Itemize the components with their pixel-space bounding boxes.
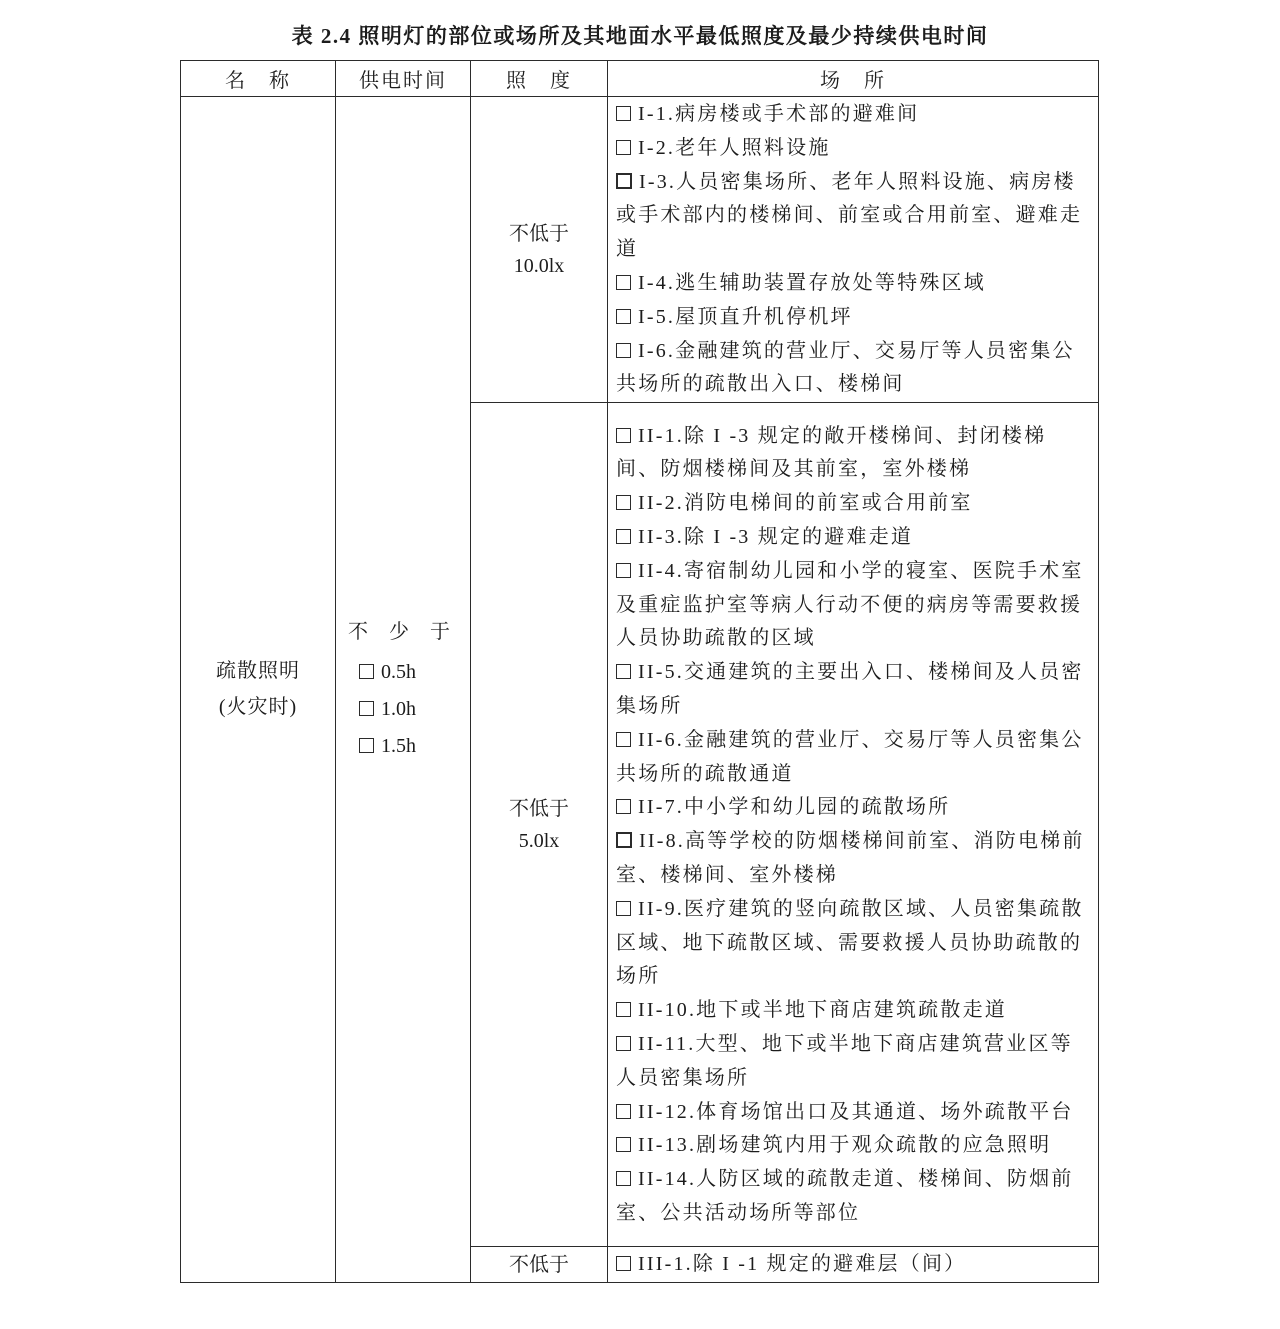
place-item-label: II-1.除 I -3 规定的敞开楼梯间、封闭楼梯间、防烟楼梯间及其前室，室外楼梯	[616, 424, 1047, 481]
place-item-label: II-5.交通建筑的主要出入口、楼梯间及人员密集场所	[616, 661, 1084, 717]
header-illuminance: 照 度	[471, 61, 608, 97]
place-item	[616, 893, 1090, 994]
header-name: 名 称	[181, 61, 336, 97]
illuminance-1-line-1: 不低于	[509, 222, 569, 245]
place-item-label: II-2.消防电梯间的前室或合用前室	[638, 492, 973, 515]
illuminance-cell-1	[471, 97, 608, 403]
checkbox-icon[interactable]	[616, 1137, 631, 1152]
checkbox-icon[interactable]	[616, 140, 631, 155]
illuminance-2-line-2: 5.0lx	[518, 829, 560, 852]
place-item	[616, 825, 1090, 893]
place-item	[616, 555, 1090, 656]
place-item-label: I-3.人员密集场所、老年人照料设施、病房楼或手术部内的楼梯间、前室或合用前室、避难走道	[616, 170, 1083, 261]
checkbox-icon[interactable]	[616, 343, 631, 358]
illuminance-cell-3	[471, 1247, 608, 1283]
checkbox-icon[interactable]	[616, 529, 631, 544]
place-item	[616, 1163, 1090, 1231]
places-cell-2	[608, 403, 1099, 1247]
checkbox-icon[interactable]	[616, 1104, 631, 1119]
place-item	[616, 1028, 1090, 1096]
place-item-label: I-6.金融建筑的营业厅、交易厅等人员密集公共场所的疏散出入口、楼梯间	[616, 339, 1075, 396]
place-item-label: III-1.除 I -1 规定的避难层（间）	[638, 1253, 967, 1276]
supply-time-options	[337, 654, 469, 765]
place-item	[616, 791, 1090, 825]
header-row	[181, 61, 1099, 97]
place-item-label: II-4.寄宿制幼儿园和小学的寝室、医院手术室及重症监护室等病人行动不便的病房等需要救援人员协助疏散的区域	[616, 559, 1084, 650]
illuminance-table	[180, 60, 1099, 1283]
supply-time-cell	[336, 97, 471, 1283]
checkbox-icon[interactable]	[616, 901, 631, 916]
checkbox-icon[interactable]	[616, 1171, 631, 1186]
checkbox-icon[interactable]	[616, 1036, 631, 1051]
checkbox-icon[interactable]	[616, 428, 631, 443]
name-cell	[181, 97, 336, 1283]
place-item	[616, 98, 1090, 132]
section-row-1	[181, 97, 1099, 403]
supply-time-option	[359, 728, 447, 765]
checkbox-icon[interactable]	[616, 832, 632, 848]
place-item-label: II-11.大型、地下或半地下商店建筑营业区等人员密集场所	[616, 1032, 1073, 1089]
place-item	[616, 656, 1090, 724]
checkbox-icon[interactable]	[359, 701, 374, 716]
name-line-2: (火灾时)	[218, 696, 298, 719]
place-item-label: II-6.金融建筑的营业厅、交易厅等人员密集公共场所的疏散通道	[616, 728, 1084, 785]
place-item	[616, 487, 1090, 521]
checkbox-icon[interactable]	[616, 1002, 631, 1017]
checkbox-icon[interactable]	[616, 275, 631, 290]
name-line-1: 疏散照明	[216, 660, 300, 683]
checkbox-icon[interactable]	[616, 563, 631, 578]
place-item	[616, 521, 1090, 555]
supply-time-option-label: 0.5h	[381, 660, 416, 683]
supply-time-option	[359, 691, 447, 728]
checkbox-icon[interactable]	[359, 738, 374, 753]
place-item	[616, 335, 1090, 403]
supply-time-option-label: 1.0h	[381, 697, 416, 720]
place-item	[616, 420, 1090, 488]
place-item	[616, 1248, 1090, 1282]
place-item-label: II-3.除 I -3 规定的避难走道	[638, 526, 914, 548]
illuminance-3-line-1: 不低于	[509, 1253, 569, 1276]
place-item	[616, 132, 1090, 166]
checkbox-icon[interactable]	[616, 106, 631, 121]
checkbox-icon[interactable]	[616, 799, 631, 814]
place-item	[616, 994, 1090, 1028]
place-item-label: I-4.逃生辅助装置存放处等特殊区域	[638, 271, 986, 294]
place-item-label: I-1.病房楼或手术部的避难间	[638, 103, 920, 125]
place-item-label: II-14.人防区域的疏散走道、楼梯间、防烟前室、公共活动场所等部位	[616, 1168, 1074, 1224]
place-item	[616, 267, 1090, 301]
place-item-label: I-2.老年人照料设施	[638, 136, 831, 159]
place-item-label: II-10.地下或半地下商店建筑疏散走道	[638, 999, 1007, 1022]
place-item	[616, 166, 1090, 267]
table-title: 表 2.4 照明灯的部位或场所及其地面水平最低照度及最少持续供电时间	[291, 24, 989, 48]
checkbox-icon[interactable]	[616, 309, 631, 324]
checkbox-icon[interactable]	[616, 173, 632, 189]
place-item	[616, 1129, 1090, 1163]
checkbox-icon[interactable]	[616, 495, 631, 510]
illuminance-2-line-1: 不低于	[509, 797, 569, 820]
checkbox-icon[interactable]	[616, 664, 631, 679]
supply-time-option-label: 1.5h	[381, 734, 416, 757]
illuminance-cell-2	[471, 403, 608, 1247]
checkbox-icon[interactable]	[616, 1256, 631, 1271]
illuminance-1-line-2: 10.0lx	[513, 254, 565, 277]
checkbox-icon[interactable]	[616, 732, 631, 747]
place-item-label: II-8.高等学校的防烟楼梯间前室、消防电梯前室、楼梯间、室外楼梯	[616, 830, 1085, 886]
place-item	[616, 301, 1090, 335]
place-item	[616, 724, 1090, 792]
places-cell-3	[608, 1247, 1099, 1283]
place-item-label: II-7.中小学和幼儿园的疏散场所	[638, 796, 951, 819]
header-place: 场 所	[608, 61, 1099, 97]
places-cell-1	[608, 97, 1099, 403]
place-item-label: I-5.屋顶直升机停机坪	[638, 305, 853, 328]
checkbox-icon[interactable]	[359, 664, 374, 679]
header-supply-time: 供电时间	[336, 61, 471, 97]
supply-time-label: 不 少 于	[348, 620, 458, 643]
place-item-label: II-12.体育场馆出口及其通道、场外疏散平台	[638, 1100, 1074, 1123]
place-item-label: II-9.医疗建筑的竖向疏散区域、人员密集疏散区域、地下疏散区域、需要救援人员协助疏散的场所	[616, 897, 1084, 988]
supply-time-option	[359, 654, 447, 691]
place-item	[616, 1096, 1090, 1130]
place-item-label: II-13.剧场建筑内用于观众疏散的应急照明	[638, 1134, 1052, 1157]
